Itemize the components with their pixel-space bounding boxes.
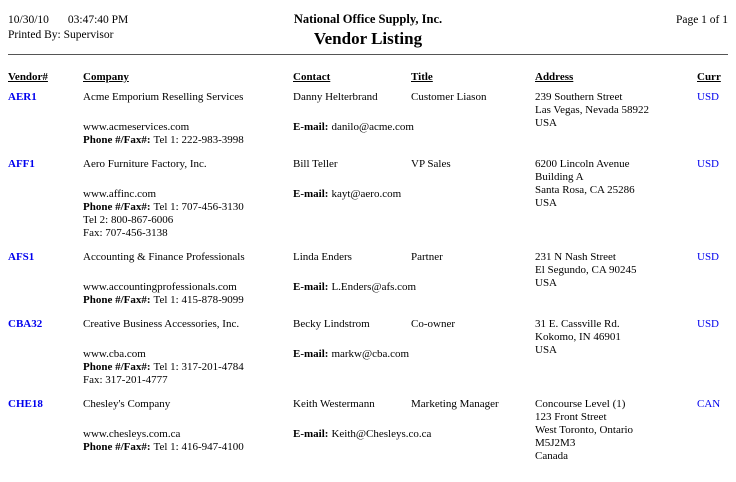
vendor-id-link[interactable]: CHE18: [8, 398, 43, 410]
company-title: National Office Supply, Inc.: [293, 12, 443, 26]
company-cell: [83, 318, 293, 387]
email-line: [293, 428, 432, 441]
address-line: 31 E. Cassville Rd.: [535, 318, 620, 330]
address-line: West Toronto, Ontario: [535, 424, 634, 436]
contact-sub-block: [293, 348, 411, 361]
email-label: E-mail:: [293, 348, 329, 360]
title-cell: [411, 398, 535, 463]
phone-line: Fax: 707-456-3138: [83, 227, 168, 239]
company-cell: [83, 251, 293, 307]
contact-cell: [293, 91, 414, 147]
phone-line: [83, 361, 293, 374]
header-datetime: [8, 14, 294, 26]
address-cell: [535, 158, 697, 240]
phone-line: [83, 441, 293, 454]
company-sub-block: [83, 348, 293, 387]
currency-code: USD: [697, 251, 720, 263]
company-sub-block: [83, 281, 293, 307]
contact-name: Bill Teller: [293, 158, 338, 170]
address-cell: [535, 398, 697, 463]
report-title: Vendor Listing: [313, 29, 423, 48]
curr-cell: [697, 398, 736, 463]
table-row: [0, 398, 736, 463]
company-name: Creative Business Accessories, Inc.: [83, 318, 240, 330]
phone-value: Tel 1: 415-878-9099: [153, 294, 244, 306]
company-sub-block: [83, 121, 293, 147]
vendor-table: [0, 91, 736, 463]
title-cell: [411, 318, 535, 387]
address-lines: [535, 91, 697, 130]
address-lines: [535, 251, 697, 290]
contact-cell: [293, 318, 411, 387]
contact-cell: [293, 398, 432, 463]
email-label: E-mail:: [293, 121, 329, 133]
company-name: Accounting & Finance Professionals: [83, 251, 245, 263]
phone-extra-lines: [83, 374, 293, 387]
phone-line: Fax: 317-201-4777: [83, 374, 168, 386]
company-cell: [83, 398, 293, 463]
address-line: USA: [535, 197, 558, 209]
phone-extra-lines: [83, 214, 293, 240]
column-header-address: Address: [535, 71, 574, 83]
address-line: 239 Southern Street: [535, 91, 623, 103]
vendor-id-cell: [8, 398, 83, 463]
contact-sub-block: [293, 188, 411, 201]
address-line: Las Vegas, Nevada 58922: [535, 104, 650, 116]
company-sub-block: [83, 428, 293, 454]
address-cell: [535, 251, 697, 307]
contact-title: Customer Liason: [411, 91, 487, 103]
website-text: www.acmeservices.com: [83, 121, 190, 133]
email-line: [293, 121, 414, 134]
table-row: [0, 318, 736, 387]
address-cell: [535, 318, 697, 387]
contact-cell: [293, 158, 411, 240]
phone-value: Tel 1: 707-456-3130: [153, 201, 244, 213]
contact-name: Keith Westermann: [293, 398, 375, 410]
column-header-company: Company: [83, 71, 129, 83]
address-line: USA: [535, 344, 558, 356]
contact-cell: [293, 251, 417, 307]
contact-name: Linda Enders: [293, 251, 352, 263]
phone-label: Phone #/Fax#:: [83, 361, 151, 373]
company-name: Chesley's Company: [83, 398, 171, 410]
website-text: www.affinc.com: [83, 188, 157, 200]
contact-sub-block: [293, 428, 432, 441]
phone-value: Tel 1: 317-201-4784: [153, 361, 244, 373]
address-line: Building A: [535, 171, 584, 183]
email-value: Keith@Chesleys.co.ca: [331, 428, 432, 440]
phone-line: Tel 2: 800-867-6006: [83, 214, 174, 226]
email-label: E-mail:: [293, 428, 329, 440]
header-row-top: [8, 12, 728, 27]
vendor-id-cell: [8, 251, 83, 307]
address-line: Concourse Level (1): [535, 398, 626, 410]
address-lines: [535, 158, 697, 210]
phone-value: Tel 1: 416-947-4100: [153, 441, 244, 453]
contact-sub-block: [293, 281, 417, 294]
contact-name: Becky Lindstrom: [293, 318, 370, 330]
printed-by: Printed By: Supervisor: [8, 29, 114, 41]
header-row-bottom: [8, 29, 728, 49]
vendor-id-cell: [8, 158, 83, 240]
address-line: 123 Front Street: [535, 411, 607, 423]
vendor-id-link[interactable]: AFS1: [8, 251, 35, 263]
address-cell: [535, 91, 697, 147]
phone-label: Phone #/Fax#:: [83, 134, 151, 146]
address-lines: [535, 318, 697, 357]
website-text: www.cba.com: [83, 348, 146, 360]
currency-code: USD: [697, 158, 720, 170]
vendor-id-cell: [8, 318, 83, 387]
phone-line: [83, 294, 293, 307]
contact-name: Danny Helterbrand: [293, 91, 378, 103]
curr-cell: [697, 91, 736, 147]
company-cell: [83, 158, 293, 240]
column-header-contact: Contact: [293, 71, 331, 83]
header-rule: [8, 54, 728, 55]
table-row: [0, 158, 736, 240]
address-line: M5J2M3: [535, 437, 576, 449]
column-header-row: [0, 71, 736, 83]
email-value: kayt@aero.com: [331, 188, 402, 200]
report-time: 03:47:40 PM: [67, 14, 129, 26]
title-cell: [411, 158, 535, 240]
email-line: [293, 348, 411, 361]
report-header: [0, 0, 736, 55]
currency-code: USD: [697, 91, 720, 103]
vendor-id-link[interactable]: CBA32: [8, 318, 43, 330]
column-header-vendor: Vendor#: [8, 71, 48, 83]
report-date: 10/30/10: [8, 14, 49, 26]
address-line: 6200 Lincoln Avenue: [535, 158, 630, 170]
column-header-title: Title: [411, 71, 433, 83]
address-line: Kokomo, IN 46901: [535, 331, 621, 343]
address-line: Canada: [535, 450, 568, 462]
vendor-id-link[interactable]: AFF1: [8, 158, 35, 170]
table-row: [0, 91, 736, 147]
curr-cell: [697, 158, 736, 240]
address-line: 231 N Nash Street: [535, 251, 616, 263]
address-line: USA: [535, 277, 558, 289]
phone-label: Phone #/Fax#:: [83, 294, 151, 306]
contact-sub-block: [293, 121, 414, 134]
company-name: Aero Furniture Factory, Inc.: [83, 158, 207, 170]
phone-label: Phone #/Fax#:: [83, 441, 151, 453]
email-label: E-mail:: [293, 281, 329, 293]
currency-code: USD: [697, 318, 720, 330]
curr-cell: [697, 251, 736, 307]
email-value: danilo@acme.com: [331, 121, 414, 133]
address-line: Santa Rosa, CA 25286: [535, 184, 635, 196]
email-label: E-mail:: [293, 188, 329, 200]
table-row: [0, 251, 736, 307]
title-cell: [411, 91, 535, 147]
curr-cell: [697, 318, 736, 387]
column-header-curr: Curr: [697, 71, 721, 83]
email-line: [293, 281, 417, 294]
website-text: www.chesleys.com.ca: [83, 428, 181, 440]
contact-title: VP Sales: [411, 158, 451, 170]
phone-label: Phone #/Fax#:: [83, 201, 151, 213]
email-value: L.Enders@afs.com: [331, 281, 417, 293]
page-indicator: Page 1 of 1: [675, 14, 728, 26]
address-lines: [535, 398, 697, 463]
contact-title: Partner: [411, 251, 443, 263]
contact-title: Co-owner: [411, 318, 455, 330]
phone-value: Tel 1: 222-983-3998: [153, 134, 244, 146]
title-cell: [411, 251, 535, 307]
contact-title: Marketing Manager: [411, 398, 499, 410]
email-line: [293, 188, 411, 201]
address-line: El Segundo, CA 90245: [535, 264, 637, 276]
website-text: www.accountingprofessionals.com: [83, 281, 237, 293]
currency-code: CAN: [697, 398, 721, 410]
vendor-id-cell: [8, 91, 83, 147]
company-cell: [83, 91, 293, 147]
company-sub-block: [83, 188, 293, 240]
email-value: markw@cba.com: [331, 348, 410, 360]
phone-line: [83, 201, 293, 214]
address-line: USA: [535, 117, 558, 129]
company-name: Acme Emporium Reselling Services: [83, 91, 244, 103]
phone-line: [83, 134, 293, 147]
vendor-id-link[interactable]: AER1: [8, 91, 37, 103]
